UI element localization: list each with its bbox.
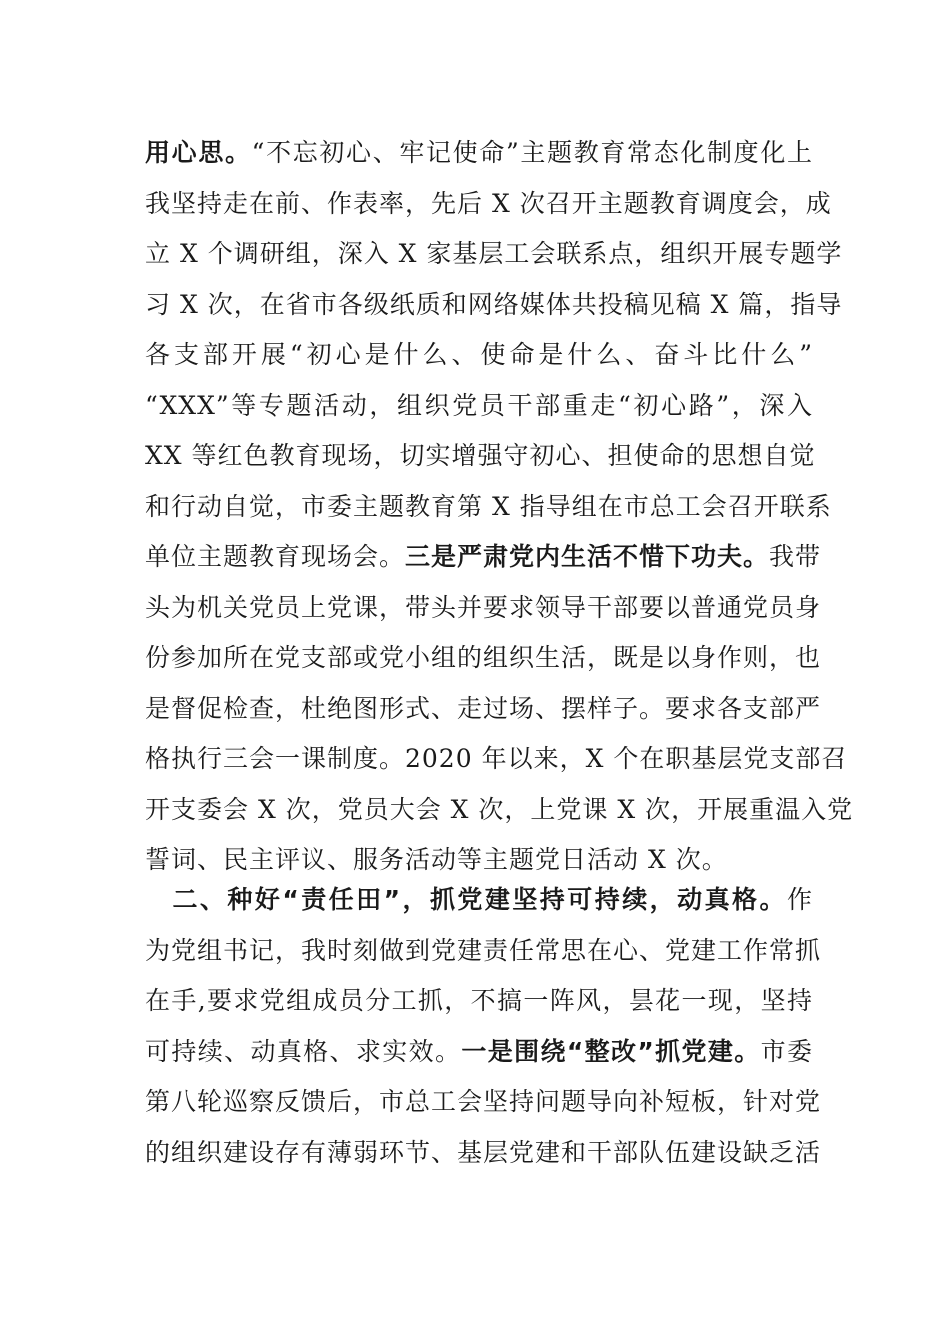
- text-line: [145, 431, 816, 482]
- text-segment: 我带: [769, 542, 822, 571]
- text-segment: 市委: [760, 1036, 813, 1066]
- text-segment: 开支委会 X 次，党员大会 X 次，上党课 X 次，开展重温入党: [145, 794, 854, 824]
- text-segment: 可持续、动真格、求实效。: [145, 1036, 462, 1066]
- text-segment: 誓词、民主评议、服务活动等主题党日活动 X 次。: [145, 845, 728, 874]
- text-segment: 我坚持走在前、作表率，先后 X 次召开主题教育调度会，成: [145, 188, 832, 218]
- text-line: [145, 280, 843, 331]
- text-line: [145, 532, 822, 583]
- text-segment: 为党组书记，我时刻做到党建责任常思在心、党建工作常抓: [145, 935, 822, 965]
- bold-text-segment: 一是围绕“整改”抓党建。: [461, 1036, 761, 1066]
- text-segment: 习 X 次，在省市各级纸质和网络媒体共投稿见稿 X 篇，指导: [145, 289, 843, 319]
- text-line: [145, 976, 813, 1027]
- text-segment: 各支部开展“初心是什么、使命是什么、奋斗比什么”: [145, 340, 813, 369]
- text-line: [145, 179, 832, 230]
- text-line: [145, 482, 832, 533]
- text-segment: 立 X 个调研组，深入 X 家基层工会联系点，组织开展专题学: [145, 239, 843, 268]
- text-segment: 格执行三会一课制度。2020 年以来，X 个在职基层党支部召: [145, 744, 848, 773]
- text-segment: “不忘初心、牢记使命”主题教育常态化制度化上: [251, 138, 813, 167]
- text-line: [145, 785, 854, 836]
- paragraph-1: [145, 128, 854, 886]
- paragraph-2: [145, 875, 822, 1178]
- text-segment: 是督促检查，杜绝图形式、走过场、摆样子。要求各支部严: [145, 693, 822, 723]
- text-line: [145, 330, 813, 381]
- text-segment: 的组织建设存有薄弱环节、基层党建和干部队伍建设缺乏活: [145, 1137, 822, 1167]
- text-line: [145, 1128, 822, 1179]
- text-line: [145, 381, 813, 432]
- text-segment: 第八轮巡察反馈后，市总工会坚持问题导向补短板，针对党: [145, 1087, 822, 1116]
- bold-text-segment: 三是严肃党内生活不惜下功夫。: [405, 542, 770, 571]
- text-line: [145, 684, 822, 735]
- text-segment: 和行动自觉，市委主题教育第 X 指导组在市总工会召开联系: [145, 491, 832, 521]
- text-line: [145, 926, 822, 977]
- text-segment: XX 等红色教育现场，切实增强守初心、担使命的思想自觉: [145, 441, 816, 470]
- text-segment: “XXX”等专题活动，组织党员干部重走“初心路”，深入: [145, 390, 813, 420]
- text-line: [145, 128, 813, 179]
- text-line: [145, 583, 822, 634]
- text-line: [145, 734, 848, 785]
- bold-text-segment: 二、种好“责任田”，抓党建坚持可持续，动真格。: [145, 885, 787, 914]
- text-line: [145, 1027, 813, 1078]
- text-line: [145, 875, 813, 926]
- text-segment: 份参加所在党支部或党小组的组织生活，既是以身作则，也: [145, 643, 822, 672]
- text-line: [145, 1077, 822, 1128]
- bold-text-segment: 用心思。: [145, 138, 252, 167]
- text-segment: 在手,要求党组成员分工抓，不搞一阵风，昙花一现，坚持: [145, 986, 813, 1015]
- text-segment: 头为机关党员上党课，带头并要求领导干部要以普通党员身: [145, 592, 822, 622]
- text-line: [145, 633, 822, 684]
- text-line: [145, 229, 843, 280]
- text-segment: 作: [786, 885, 813, 914]
- text-segment: 单位主题教育现场会。: [145, 542, 406, 571]
